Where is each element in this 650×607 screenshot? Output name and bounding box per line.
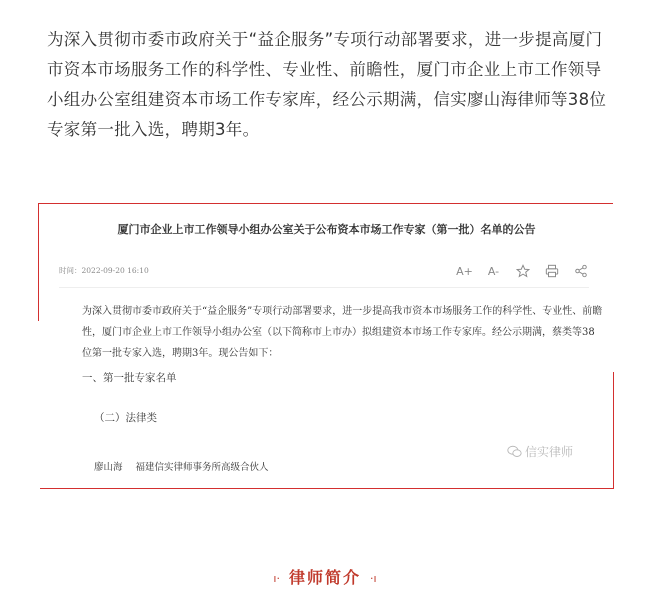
font-increase-button[interactable]: A+ xyxy=(456,265,473,278)
expert-entry xyxy=(94,459,279,473)
frame-left-line xyxy=(38,203,39,321)
frame-right-line xyxy=(613,372,614,489)
star-icon[interactable] xyxy=(514,263,531,280)
deco-right: ·ı xyxy=(370,572,377,585)
share-icon[interactable] xyxy=(572,263,589,280)
expert-name: 廖山海 xyxy=(94,462,123,473)
notice-body: 为深入贯彻市委市政府关于“益企服务”专项行动部署要求，进一步提高我市资本市场服务工作的科学性、专业性、前瞻性，厦门市企业上市工作领导小组办公室（以下简称市上市办）拟组建资本市场工作专家库。经公示期满，蔡类等38位第一批专家入选，聘期3年。现公告如下： xyxy=(82,306,603,359)
lawyer-intro-heading xyxy=(0,565,650,588)
print-icon[interactable] xyxy=(543,263,560,280)
meta-divider xyxy=(59,287,589,288)
font-decrease-button[interactable]: A- xyxy=(487,265,500,278)
intro-paragraph: 为深入贯彻市委市政府关于“益企服务”专项行动部署要求，进一步提高厦门市资本市场服务工作的科学性、专业性、前瞻性，厦门市企业上市工作领导小组办公室组建资本市场工作专家库，经公示期满，信实廖山海律师等38位专家第一批入选，聘期3年。 xyxy=(47,30,607,139)
frame-bottom-line xyxy=(40,488,614,489)
watermark-text: 信实律师 xyxy=(525,445,574,459)
notice-meta xyxy=(59,263,589,281)
lawyer-intro-title: 律师简介 xyxy=(288,568,361,587)
notice-screenshot xyxy=(42,205,611,487)
wechat-icon xyxy=(507,445,522,458)
notice-title: 厦门市企业上市工作领导小组办公室关于公布资本市场工作专家（第一批）名单的公告 xyxy=(117,223,536,236)
expert-title: 福建信实律师事务所高级合伙人 xyxy=(135,462,269,473)
deco-left: ı· xyxy=(273,572,280,585)
article-toolbar xyxy=(456,263,589,280)
frame-top-line xyxy=(38,203,613,204)
section-heading: 一、第一批专家名单 xyxy=(82,372,177,384)
watermark xyxy=(507,443,573,460)
subsection-heading: （二）法律类 xyxy=(94,412,157,424)
publish-time: 时间：2022-09-20 16:10 xyxy=(59,266,149,275)
